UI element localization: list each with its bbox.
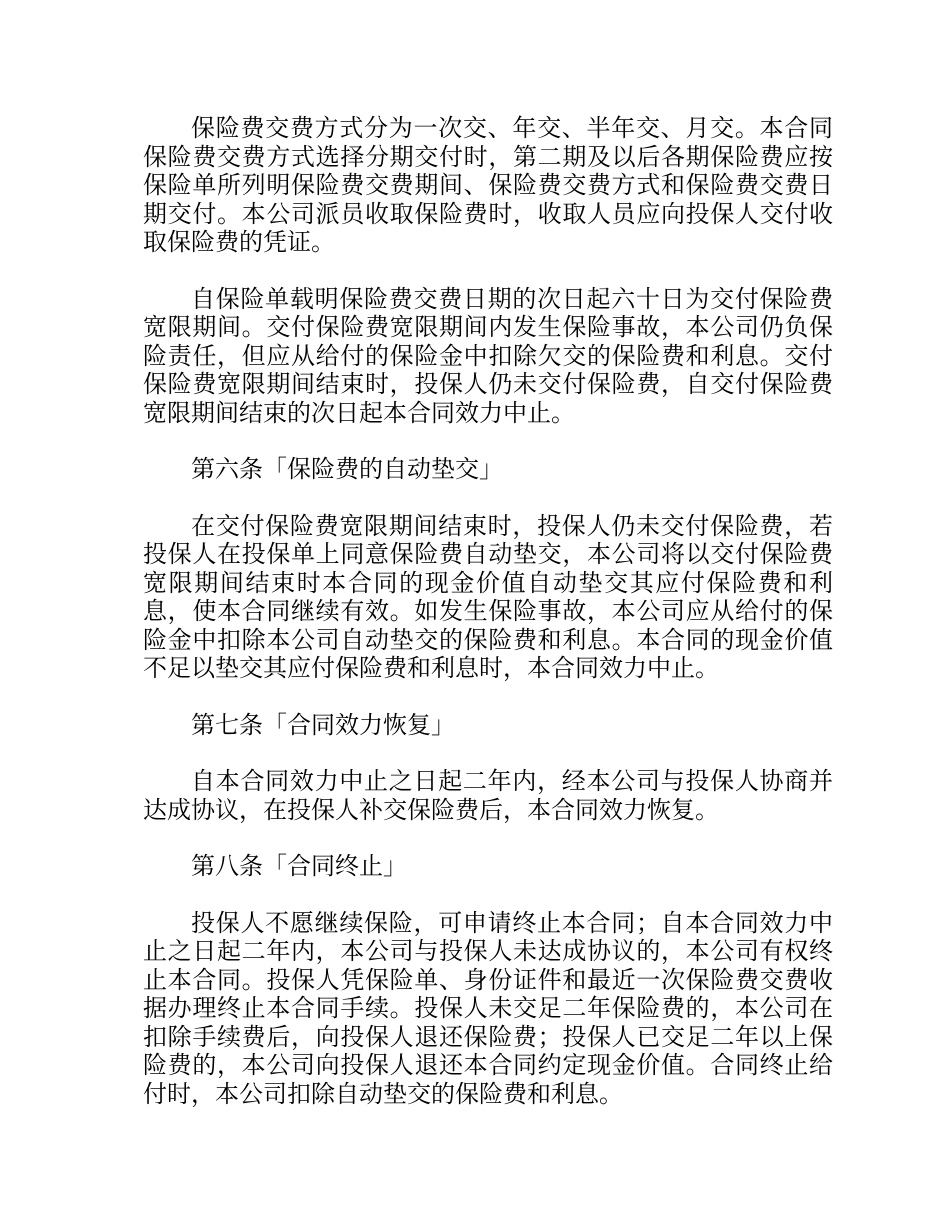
paragraph-contract-reinstatement: 自本合同效力中止之日起二年内，经本公司与投保人协商并达成协议，在投保人补交保险费后，本合同效力恢复。 xyxy=(143,767,833,824)
paragraph-grace-period: 自保险单载明保险费交费日期的次日起六十日为交付保险费宽限期间。交付保险费宽限期间内发生保险事故，本公司仍负保险责任，但应从给付的保险金中扣除欠交的保险费和利息。交付保险费宽限期间结束时，投保人仍未交付保险费，自交付保险费宽限期间结束的次日起本合同效力中止。 xyxy=(143,284,833,427)
paragraph-automatic-premium-loan: 在交付保险费宽限期间结束时，投保人仍未交付保险费，若投保人在投保单上同意保险费自动垫交，本公司将以交付保险费宽限期间结束时本合同的现金价值自动垫交其应付保险费和利息，使本合同继续有效。如发生保险事故，本公司应从给付的保险金中扣除本公司自动垫交的保险费和利息。本合同的现金价值不足以垫交其应付保险费和利息时，本合同效力中止。 xyxy=(143,511,833,682)
heading-article-6: 第六条「保险费的自动垫交」 xyxy=(191,455,503,483)
document-body xyxy=(143,114,833,1136)
paragraph-premium-payment-methods: 保险费交费方式分为一次交、年交、半年交、月交。本合同保险费交费方式选择分期交付时，第二期及以后各期保险费应按保险单所列明保险费交费期间、保险费交费方式和保险费交费日期交付。本公司派员收取保险费时，收取人员应向投保人交付收取保险费的凭证。 xyxy=(143,114,833,256)
heading-article-7: 第七条「合同效力恢复」 xyxy=(191,710,455,739)
heading-article-8: 第八条「合同终止」 xyxy=(191,852,407,880)
paragraph-contract-termination: 投保人不愿继续保险，可申请终止本合同；自本合同效力中止之日起二年内，本公司与投保人未达成协议的，本公司有权终止本合同。投保人凭保险单、身份证件和最近一次保险费交费收据办理终止本合同手续。投保人未交足二年保险费的，本公司在扣除手续费后，向投保人退还保险费；投保人已交足二年以上保险费的，本公司向投保人退还本合同约定现金价值。合同终止给付时，本公司扣除自动垫交的保险费和利息。 xyxy=(143,908,833,1108)
